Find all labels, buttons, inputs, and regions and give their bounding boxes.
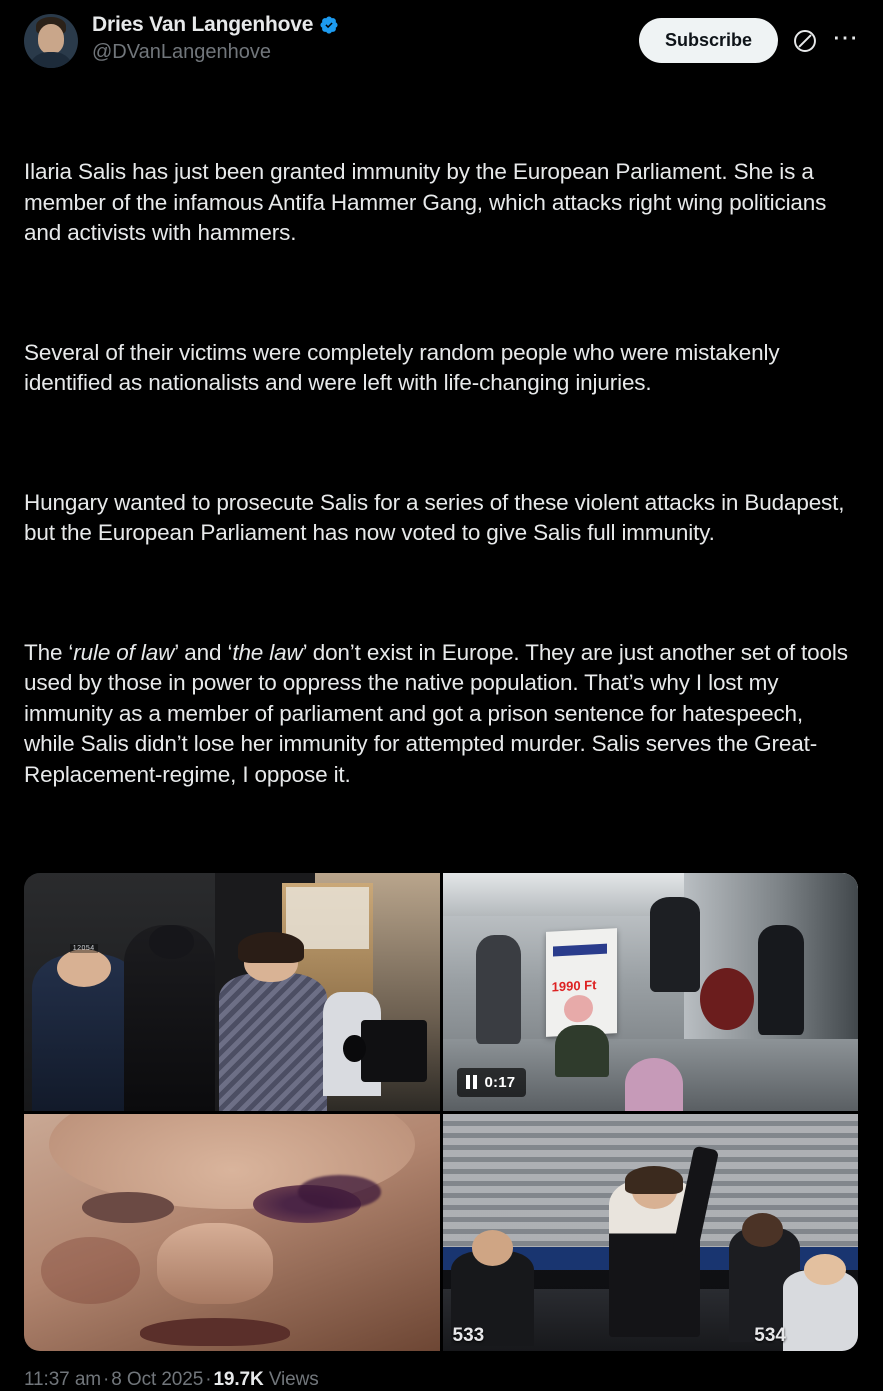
final-italic-2: the law: [232, 639, 303, 665]
final-part-3: ’ don’t exist in Europe. They are just another set of tools used by those in power to oppress the native population. That’s why I lost my immunity as a member of parliament and got a prison sentence for hatespeech, while Salis didn’t lose her immunity for attempted murder. Salis serves the Great-Replacement-regime, I oppose it.: [24, 639, 854, 787]
video-cctv-attack[interactable]: [443, 873, 859, 1111]
masked-officer-head: [149, 925, 195, 958]
face-mouth: [140, 1318, 290, 1347]
tweet-time: 11:37 am: [24, 1369, 102, 1390]
footer-separator-2: ·: [205, 1369, 212, 1390]
photo-injured-face[interactable]: [24, 1114, 440, 1352]
cctv-person-4: [758, 925, 804, 1034]
defendant-hair: [238, 932, 304, 963]
final-part-2: ’ and ‘: [174, 639, 233, 665]
tweet-paragraph: Hungary wanted to prosecute Salis for a series of these violent attacks in Budapest, but the European Parliament has now voted to give Salis full immunity.: [24, 489, 851, 545]
sign-graphic: [565, 994, 593, 1023]
cctv-person-on-ground: [700, 968, 754, 1030]
tweet-text: [24, 96, 859, 851]
tweet-paragraph-final: [24, 638, 859, 791]
verified-badge-icon: [319, 15, 339, 35]
avatar-face: [38, 24, 64, 54]
face-eye-left: [82, 1192, 173, 1223]
photo-courtroom-salis[interactable]: [24, 873, 440, 1111]
views-count: 19.7K: [213, 1369, 264, 1390]
seat-number-left: 533: [452, 1325, 485, 1346]
shop-price-sign: [546, 928, 617, 1036]
parliament-member-right-head: [742, 1213, 784, 1246]
camera-operator: [361, 1020, 427, 1082]
cctv-person-2: [650, 897, 700, 992]
seat-number-right: 534: [754, 1325, 786, 1346]
cctv-person-foreground: [625, 1058, 683, 1110]
video-status-badge[interactable]: [457, 1068, 527, 1097]
tweet-paragraph: Ilaria Salis has just been granted immunity by the European Parliament. She is a member of the infamous Antifa Hammer Gang, which attacks right wing politicians and activists with hammers.: [24, 159, 833, 245]
header-actions: [639, 10, 859, 63]
parliament-member-left-head: [472, 1230, 514, 1266]
author-name-row: [92, 12, 639, 38]
author-display-name[interactable]: Dries Van Langenhove: [92, 13, 314, 36]
photo-id-tag: 12054: [70, 944, 98, 953]
pause-icon[interactable]: [466, 1075, 477, 1089]
face-cheek: [41, 1237, 141, 1304]
final-part-1: The ‘: [24, 639, 74, 665]
cctv-person-1: [476, 935, 522, 1044]
face-nose: [157, 1223, 273, 1304]
grok-icon[interactable]: [792, 28, 818, 54]
defendant-body: [219, 973, 327, 1111]
sign-price-text: 1990 Ft: [552, 977, 597, 995]
tweet-paragraph: Several of their victims were completely random people who were mistakenly identified as nationalists and were left with life-changing injuries.: [24, 339, 786, 395]
tweet-date: 8 Oct 2025: [111, 1369, 204, 1390]
author-handle[interactable]: @DVanLangenhove: [92, 41, 271, 63]
subscribe-button[interactable]: Subscribe: [639, 18, 778, 63]
tweet-header: [24, 10, 859, 88]
avatar[interactable]: [24, 14, 78, 68]
sign-header-bar: [553, 943, 607, 956]
planter: [555, 1025, 609, 1077]
views-label: Views: [268, 1369, 319, 1390]
police-officer-head: [57, 949, 111, 987]
media-grid: [24, 873, 858, 1351]
tweet-footer: [24, 1369, 859, 1391]
video-duration: 0:17: [484, 1073, 516, 1091]
footer-separator-1: ·: [103, 1369, 110, 1390]
author-identity: [92, 10, 639, 65]
final-italic-1: rule of law: [73, 639, 175, 665]
parliament-woman-hair: [625, 1166, 683, 1195]
more-options-icon[interactable]: ⋯: [832, 21, 859, 52]
photo-parliament-celebration[interactable]: [443, 1114, 859, 1352]
face-bruise: [298, 1175, 381, 1208]
avatar-body: [28, 52, 74, 68]
